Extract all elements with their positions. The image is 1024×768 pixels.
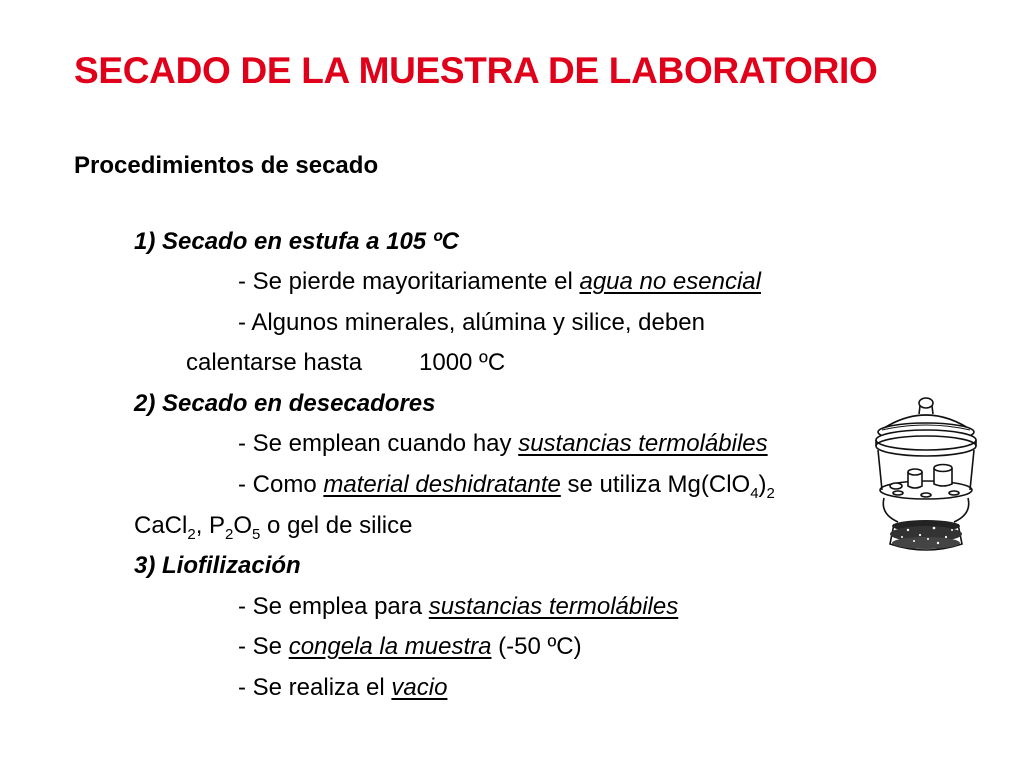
bullet-text: - Se emplea para	[238, 593, 429, 620]
underlined-term: congela la muestra	[288, 633, 492, 660]
bullet-text: - Se realiza el	[238, 674, 392, 701]
bullet-text: (-50 ºC)	[491, 633, 582, 660]
section-1-bullet-1	[238, 268, 761, 296]
subscript: 2	[766, 485, 775, 502]
underlined-term: material deshidratante	[323, 471, 561, 498]
section-3-heading: 3) Liofilización	[134, 552, 301, 579]
section-1-heading: 1) Secado en estufa a 105 ºC	[134, 228, 459, 255]
underlined-term: sustancias termolábiles	[428, 593, 679, 620]
bullet-text: - Se emplean cuando hay	[238, 430, 519, 457]
subscript: 5	[252, 526, 261, 543]
formula-text: )	[758, 471, 767, 498]
bullet-text: - Se pierde mayoritariamente el	[238, 268, 580, 295]
section-1-bullet-2: - Algunos minerales, alúmina y silice, deben	[238, 309, 705, 336]
subscript: 2	[225, 526, 234, 543]
formula-text: , P	[195, 512, 226, 539]
section-1-bullet-2-continuation: calentarse hasta	[186, 349, 363, 376]
formula-text: O	[233, 512, 253, 539]
section-3-bullet-2	[238, 633, 582, 661]
bullet-text: - Se	[238, 633, 289, 660]
subscript: 2	[187, 526, 196, 543]
formula-text: o gel de silice	[260, 512, 413, 539]
section-2-bullet-2-continuation	[134, 512, 413, 543]
subscript: 4	[750, 485, 759, 502]
underlined-term: vacio	[391, 674, 448, 701]
section-3-bullet-1	[238, 593, 678, 621]
section-subtitle: Procedimientos de secado	[74, 152, 379, 179]
formula-text: CaCl	[134, 512, 188, 539]
slide-title: SECADO DE LA MUESTRA DE LABORATORIO	[74, 50, 878, 91]
bullet-text: - Como	[238, 471, 324, 498]
underlined-term: agua no esencial	[579, 268, 761, 295]
underlined-term: sustancias termolábiles	[518, 430, 768, 457]
desiccator-icon	[868, 394, 1000, 554]
section-2-bullet-2	[238, 471, 775, 502]
section-1-temperature: 1000 ºC	[419, 349, 506, 376]
section-3-bullet-3	[238, 674, 447, 702]
formula-text: se utiliza Mg(ClO	[560, 471, 751, 498]
section-2-heading: 2) Secado en desecadores	[134, 390, 436, 417]
section-2-bullet-1	[238, 430, 768, 458]
